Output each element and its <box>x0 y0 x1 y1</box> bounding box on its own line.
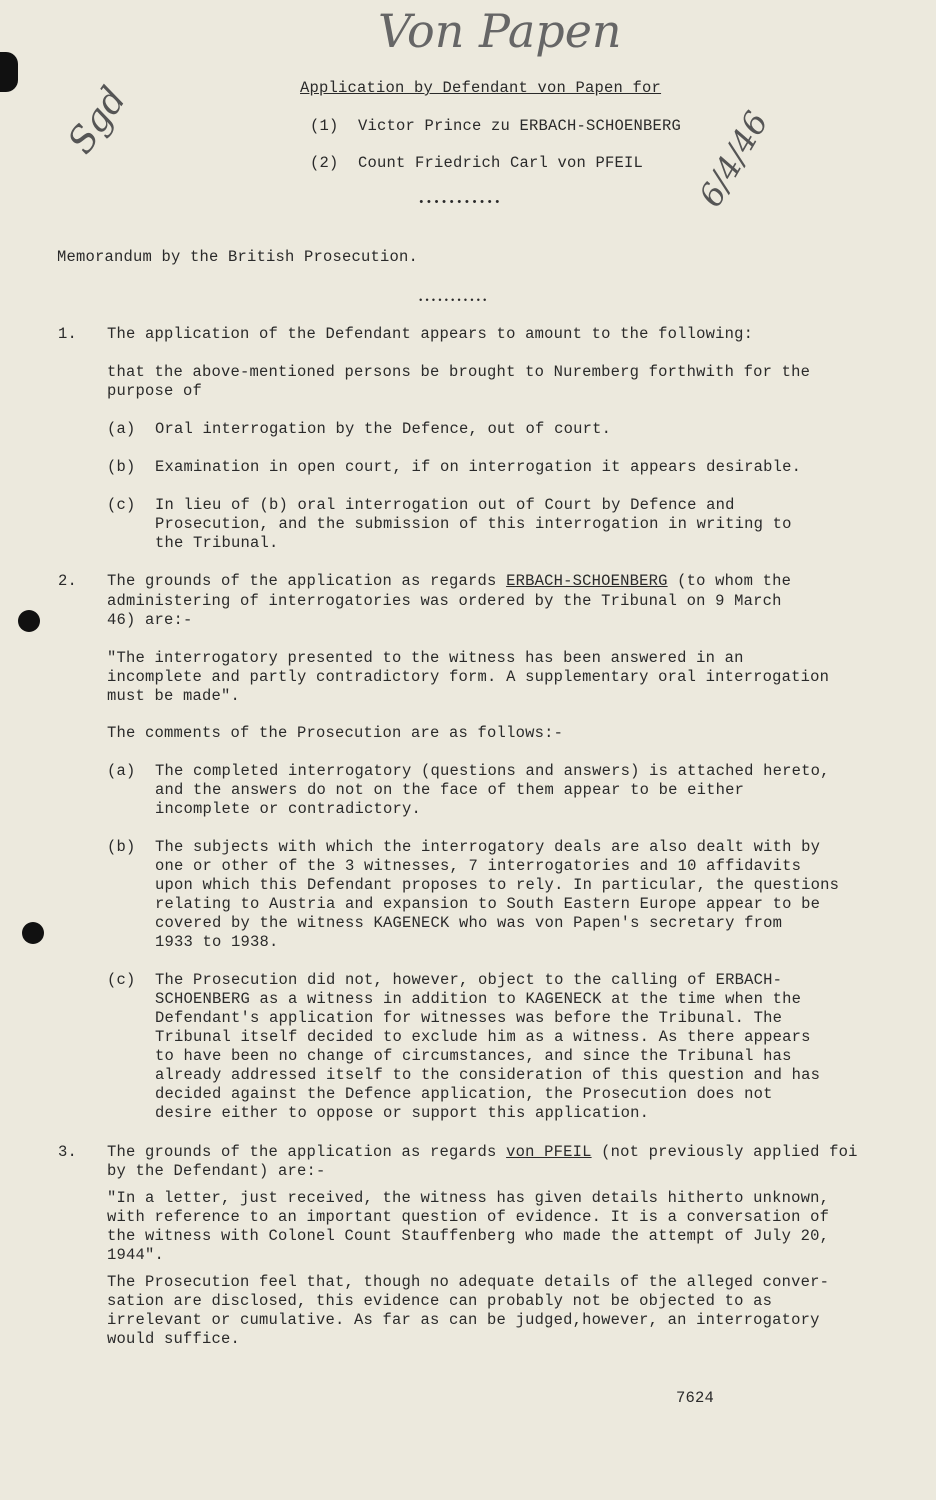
list-item-text: SCHOENBERG as a witness in addition to KAGENECK at the time when the <box>155 990 802 1008</box>
paragraph-line: 46) are:- <box>107 611 193 629</box>
paragraph-line: administering of interrogatories was ordered by the Tribunal on 9 March <box>107 592 782 610</box>
list-item-text: Tribunal itself decided to exclude him as a witness. As there appears <box>155 1028 811 1046</box>
list-item-text: desire either to oppose or support this application. <box>155 1104 650 1122</box>
document-title: Application by Defendant von Papen for <box>300 79 662 97</box>
quote-line: incomplete and partly contradictory form. A supplementary oral interrogation <box>107 668 830 686</box>
list-item-text: Prosecution, and the submission of this interrogation in writing to <box>155 515 792 533</box>
paragraph-line: that the above-mentioned persons be brought to Nuremberg forthwith for the <box>107 363 811 381</box>
list-item-text: In lieu of (b) oral interrogation out of Court by Defence and <box>155 496 735 514</box>
separator-dots: ••••••••••• <box>418 296 489 306</box>
list-item-text: decided against the Defence application, the Prosecution does not <box>155 1085 773 1103</box>
list-item-text: to have been no change of circumstances, and since the Tribunal has <box>155 1047 792 1065</box>
memo-subtitle: Memorandum by the British Prosecution. <box>57 248 419 266</box>
paragraph-line: The grounds of the application as regards ERBACH-SCHOENBERG (to whom the <box>107 572 792 590</box>
handwritten-date: 6/4/46 <box>691 104 776 214</box>
list-label: (c) <box>107 971 136 989</box>
punch-hole-lower <box>22 922 44 944</box>
handwritten-margin-note: Sgd <box>60 79 135 162</box>
list-item-text: The completed interrogatory (questions and answers) is attached hereto, <box>155 762 830 780</box>
header-item-text: Count Friedrich Carl von PFEIL <box>358 154 644 172</box>
list-item-text: Defendant's application for witnesses was before the Tribunal. The <box>155 1009 783 1027</box>
quote-line: with reference to an important question of evidence. It is a conversation of <box>107 1208 830 1226</box>
paragraph-line: purpose of <box>107 382 203 400</box>
list-item-text: already addressed itself to the consideration of this question and has <box>155 1066 821 1084</box>
list-item-text: one or other of the 3 witnesses, 7 interrogatories and 10 affidavits <box>155 857 802 875</box>
section-number: 2. <box>58 572 78 590</box>
list-item-text: relating to Austria and expansion to South Eastern Europe appear to be <box>155 895 821 913</box>
list-item-text: The Prosecution did not, however, object to the calling of ERBACH- <box>155 971 783 989</box>
quote-line: "In a letter, just received, the witness has given details hitherto unknown, <box>107 1189 830 1207</box>
section-number: 3. <box>58 1143 78 1161</box>
list-item-text: upon which this Defendant proposes to rely. In particular, the questions <box>155 876 840 894</box>
list-label: (c) <box>107 496 136 514</box>
list-label: (b) <box>107 458 136 476</box>
list-label: (a) <box>107 762 136 780</box>
quote-line: "The interrogatory presented to the witness has been answered in an <box>107 649 744 667</box>
list-label: (b) <box>107 838 136 856</box>
paragraph-line: sation are disclosed, this evidence can probably not be objected to as <box>107 1292 773 1310</box>
witness-name: von PFEIL <box>506 1143 592 1161</box>
list-item-text: Examination in open court, if on interrogation it appears desirable. <box>155 458 802 476</box>
punch-hole-top <box>0 52 18 92</box>
witness-name: ERBACH-SCHOENBERG <box>506 572 668 590</box>
header-item-number: (2) <box>310 154 339 172</box>
separator-dots: ••••••••••• <box>418 197 502 209</box>
paragraph-line: The grounds of the application as regards von PFEIL (not previously applied foi <box>107 1143 858 1161</box>
section-number: 1. <box>58 325 78 343</box>
paragraph-line: by the Defendant) are:- <box>107 1162 326 1180</box>
list-item-text: incomplete or contradictory. <box>155 800 422 818</box>
paragraph-line: would suffice. <box>107 1330 241 1348</box>
quote-line: the witness with Colonel Count Stauffenberg who made the attempt of July 20, <box>107 1227 830 1245</box>
list-item-text: 1933 to 1938. <box>155 933 279 951</box>
punch-hole-middle <box>18 610 40 632</box>
paragraph-line: irrelevant or cumulative. As far as can be judged,however, an interrogatory <box>107 1311 820 1329</box>
list-item-text: Oral interrogation by the Defence, out of court. <box>155 420 612 438</box>
page-number: 7624 <box>676 1389 715 1407</box>
quote-line: must be made". <box>107 687 241 705</box>
paragraph-line: The Prosecution feel that, though no adequate details of the alleged conver- <box>107 1273 830 1291</box>
list-item-text: and the answers do not on the face of them appear to be either <box>155 781 745 799</box>
paragraph-line: The application of the Defendant appears to amount to the following: <box>107 325 754 343</box>
list-label: (a) <box>107 420 136 438</box>
list-item-text: covered by the witness KAGENECK who was von Papen's secretary from <box>155 914 783 932</box>
list-item-text: The subjects with which the interrogatory deals are also dealt with by <box>155 838 821 856</box>
header-item-number: (1) <box>310 117 339 135</box>
paragraph-line: The comments of the Prosecution are as follows:- <box>107 724 564 742</box>
list-item-text: the Tribunal. <box>155 534 279 552</box>
header-item-text: Victor Prince zu ERBACH-SCHOENBERG <box>358 117 682 135</box>
quote-line: 1944". <box>107 1246 165 1264</box>
handwritten-signature: Von Papen <box>378 4 622 58</box>
